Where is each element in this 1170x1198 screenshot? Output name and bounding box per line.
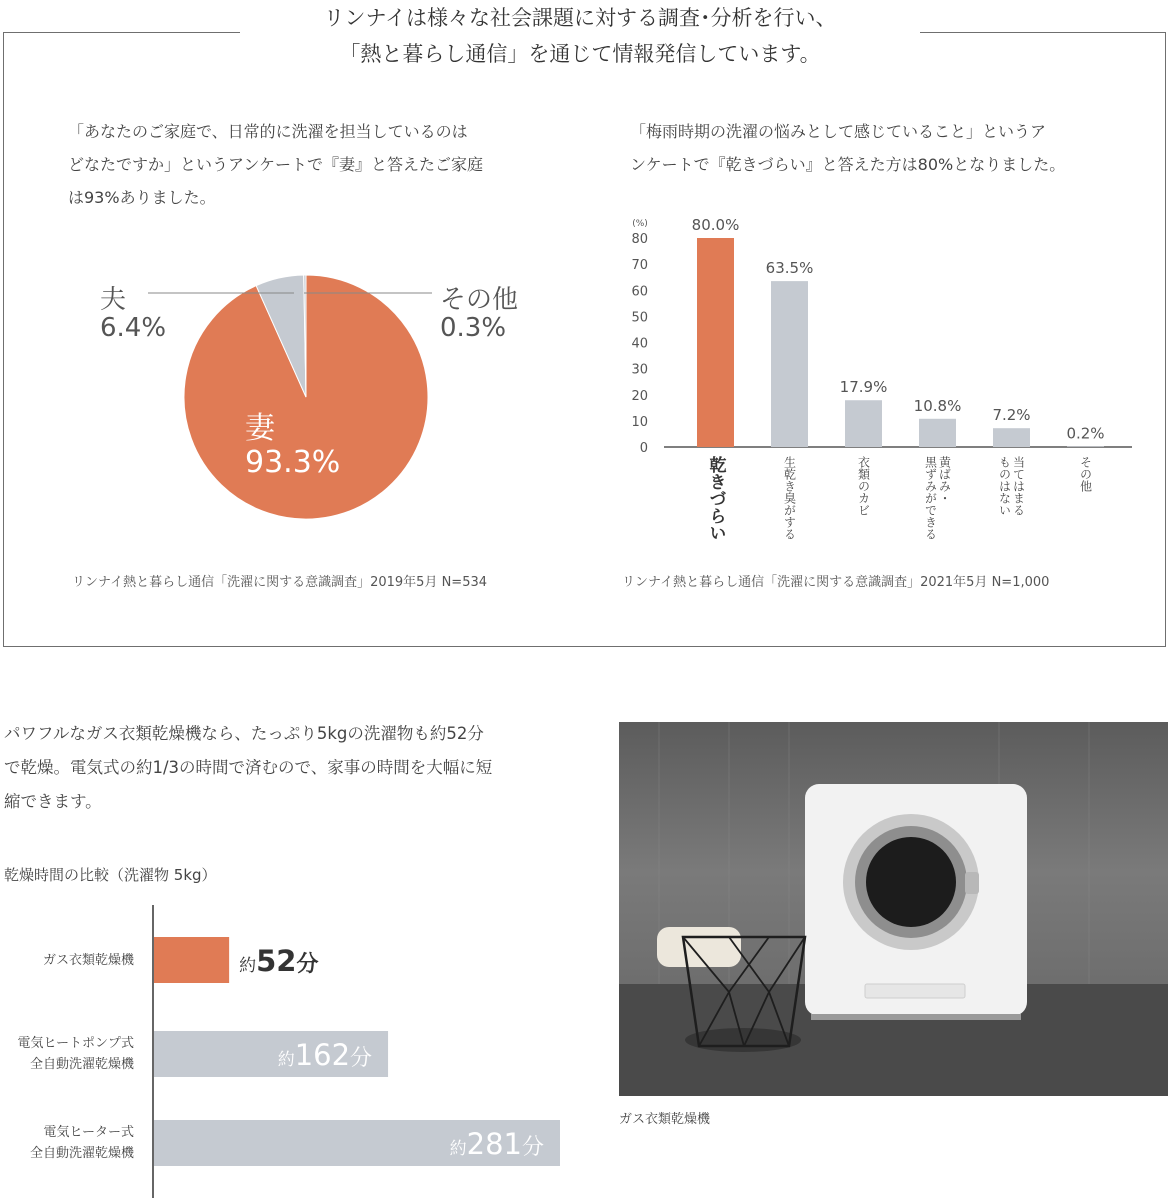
vertical-bar-chart (600, 200, 1160, 460)
description-line: で乾燥。電気式の約1/3の時間で済むので、家事の時間を大幅に短 (4, 758, 493, 777)
gas-dryer-photo (619, 722, 1168, 1096)
pie-label-husband-value: 6.4% (100, 313, 167, 343)
bar-3 (919, 419, 956, 447)
y-tick-label: 20 (631, 388, 648, 404)
bar-source: リンナイ熱と暮らし通信「洗濯に関する意識調査」2021年5月 N=1,000 (622, 575, 1050, 590)
bar-value-label: 10.8% (913, 396, 962, 415)
y-unit-label: (%) (632, 219, 648, 229)
header-line-1: リンナイは様々な社会課題に対する調査･分析を行い、 (240, 0, 920, 36)
hbar-title: 乾燥時間の比較（洗濯物 5kg） (4, 866, 217, 884)
hbar-value-label: 約281分 (449, 1127, 544, 1161)
bar-1 (771, 281, 808, 447)
description-line: 縮できます。 (4, 792, 102, 811)
pie-label-husband-name: 夫 (100, 285, 127, 315)
bar-category-label: 黄ばみ・ 黒ずみができる (923, 456, 952, 540)
dryer-illustration (619, 722, 1168, 1096)
pie-label-wife (245, 412, 340, 480)
bar-question-line: 「梅雨時期の洗濯の悩みとして感じていること」というア (630, 122, 1047, 141)
pie-question-line: 「あなたのご家庭で、日常的に洗濯を担当しているのは (68, 122, 468, 141)
dryer-door-handle (965, 872, 979, 894)
y-tick-label: 80 (631, 232, 648, 247)
bar-value-label: 7.2% (992, 406, 1031, 425)
bar-category-label: その他 (1078, 456, 1093, 492)
hbar-category-label: ガス衣類乾燥機 (42, 952, 134, 968)
bar-0 (697, 238, 734, 447)
pie-source: リンナイ熱と暮らし通信「洗濯に関する意識調査」2019年5月 N=534 (72, 575, 488, 590)
dryer-description (4, 717, 492, 819)
pie-question-line: は93%ありました。 (68, 188, 216, 207)
y-tick-label: 50 (631, 310, 648, 326)
hbar-0 (154, 937, 229, 983)
pie-label-other-name: その他 (440, 285, 519, 315)
bar-value-label: 63.5% (765, 259, 814, 278)
bar-value-label: 0.2% (1066, 424, 1105, 443)
dryer-door-glass (866, 837, 956, 927)
bar-question (630, 115, 1065, 181)
pie-label-wife-value: 93.3% (245, 445, 341, 480)
dryer-control-panel (865, 984, 965, 998)
hbar-value-label: 約52分 (239, 944, 319, 978)
bar-value-label: 80.0% (691, 216, 740, 234)
bar-category-label: 当てはまる ものはない (997, 456, 1026, 516)
pie-label-other (440, 286, 518, 342)
bar-category-label: 生乾き臭がする (782, 456, 797, 540)
photo-caption: ガス衣類乾燥機 (619, 1112, 711, 1127)
bar-4 (993, 428, 1030, 447)
bar-value-label: 17.9% (839, 378, 888, 397)
pie-label-husband (100, 286, 166, 342)
hbar-category-label: 電気ヒーター式 全自動洗濯乾燥機 (29, 1125, 134, 1161)
bar-category-label: 乾きづらい (705, 456, 726, 541)
y-tick-label: 0 (639, 441, 648, 456)
bar-2 (845, 400, 882, 447)
dryer-base (811, 1014, 1021, 1020)
y-tick-label: 10 (631, 414, 648, 430)
pie-label-other-value: 0.3% (440, 313, 507, 343)
towel (657, 927, 741, 967)
pie-question (68, 115, 483, 214)
hbar-value-label: 約162分 (277, 1038, 373, 1072)
hbar-category-label: 電気ヒートポンプ式 全自動洗濯乾燥機 (17, 1036, 134, 1072)
y-tick-label: 70 (631, 258, 648, 274)
header-line-2: 「熱と暮らし通信」を通じて情報発信しています。 (260, 36, 900, 72)
bar-category-label: 衣類のカビ (856, 456, 871, 516)
bar-question-line: ンケートで『乾きづらい』と答えた方は80%となりました。 (630, 155, 1066, 174)
bar-5 (1067, 446, 1104, 447)
y-tick-label: 30 (631, 362, 648, 378)
pie-label-wife-name: 妻 (245, 411, 275, 446)
y-tick-label: 40 (631, 336, 648, 352)
y-tick-label: 60 (631, 284, 648, 300)
description-line: パワフルなガス衣類乾燥機なら、たっぷり5kgの洗濯物も約52分 (4, 724, 484, 743)
horizontal-bar-chart (150, 905, 570, 1198)
pie-question-line: どなたですか」というアンケートで『妻』と答えたご家庭 (68, 155, 484, 174)
